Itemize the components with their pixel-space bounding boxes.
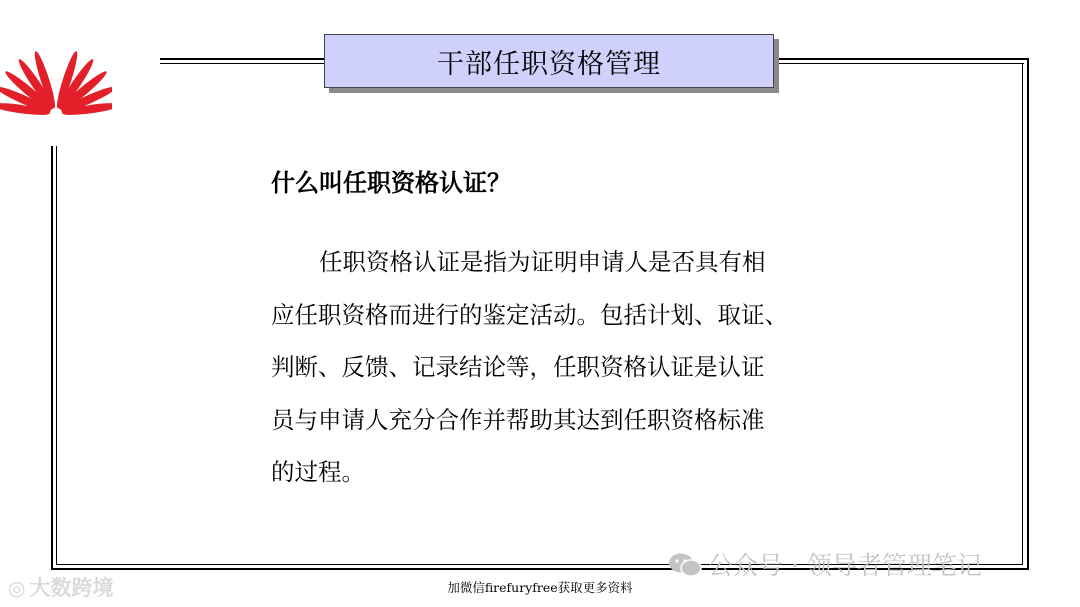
paragraph-line: 任职资格认证是指为证明申请人是否具有相 bbox=[319, 248, 766, 276]
camera-icon: ◎ bbox=[8, 576, 26, 600]
frame-top-left bbox=[160, 58, 325, 60]
frame-left bbox=[51, 146, 53, 570]
frame-left-inner bbox=[56, 146, 57, 565]
paragraph-line: 应任职资格而进行的鉴定活动。包括计划、取证、 bbox=[271, 300, 788, 329]
company-logo-icon bbox=[0, 46, 112, 116]
paragraph-line: 员与申请人充分合作并帮助其达到任职资格标准 bbox=[271, 405, 765, 434]
watermark-right bbox=[668, 546, 982, 582]
frame-top-left-inner bbox=[160, 63, 325, 64]
slide-title-box bbox=[324, 34, 774, 88]
paragraph-line: 判断、反馈、记录结论等，任职资格认证是认证 bbox=[271, 353, 765, 381]
question-heading: 什么叫任职资格认证？ bbox=[271, 169, 511, 197]
paragraph-line: 的过程。 bbox=[271, 458, 365, 486]
frame-right-inner bbox=[1022, 63, 1023, 565]
frame-top-right-inner bbox=[778, 63, 1024, 64]
wechat-icon bbox=[668, 552, 702, 578]
watermark-right-text: 公众号 · 领导者管理笔记 bbox=[708, 551, 982, 580]
slide-title: 干部任职资格管理 bbox=[437, 48, 661, 80]
frame-top-right bbox=[778, 58, 1029, 60]
watermark-left-text: 大数跨境 bbox=[29, 576, 114, 600]
frame-right bbox=[1027, 58, 1029, 570]
footer-note: 加微信firefuryfree获取更多资料 bbox=[447, 580, 633, 595]
definition-paragraph bbox=[271, 236, 831, 499]
